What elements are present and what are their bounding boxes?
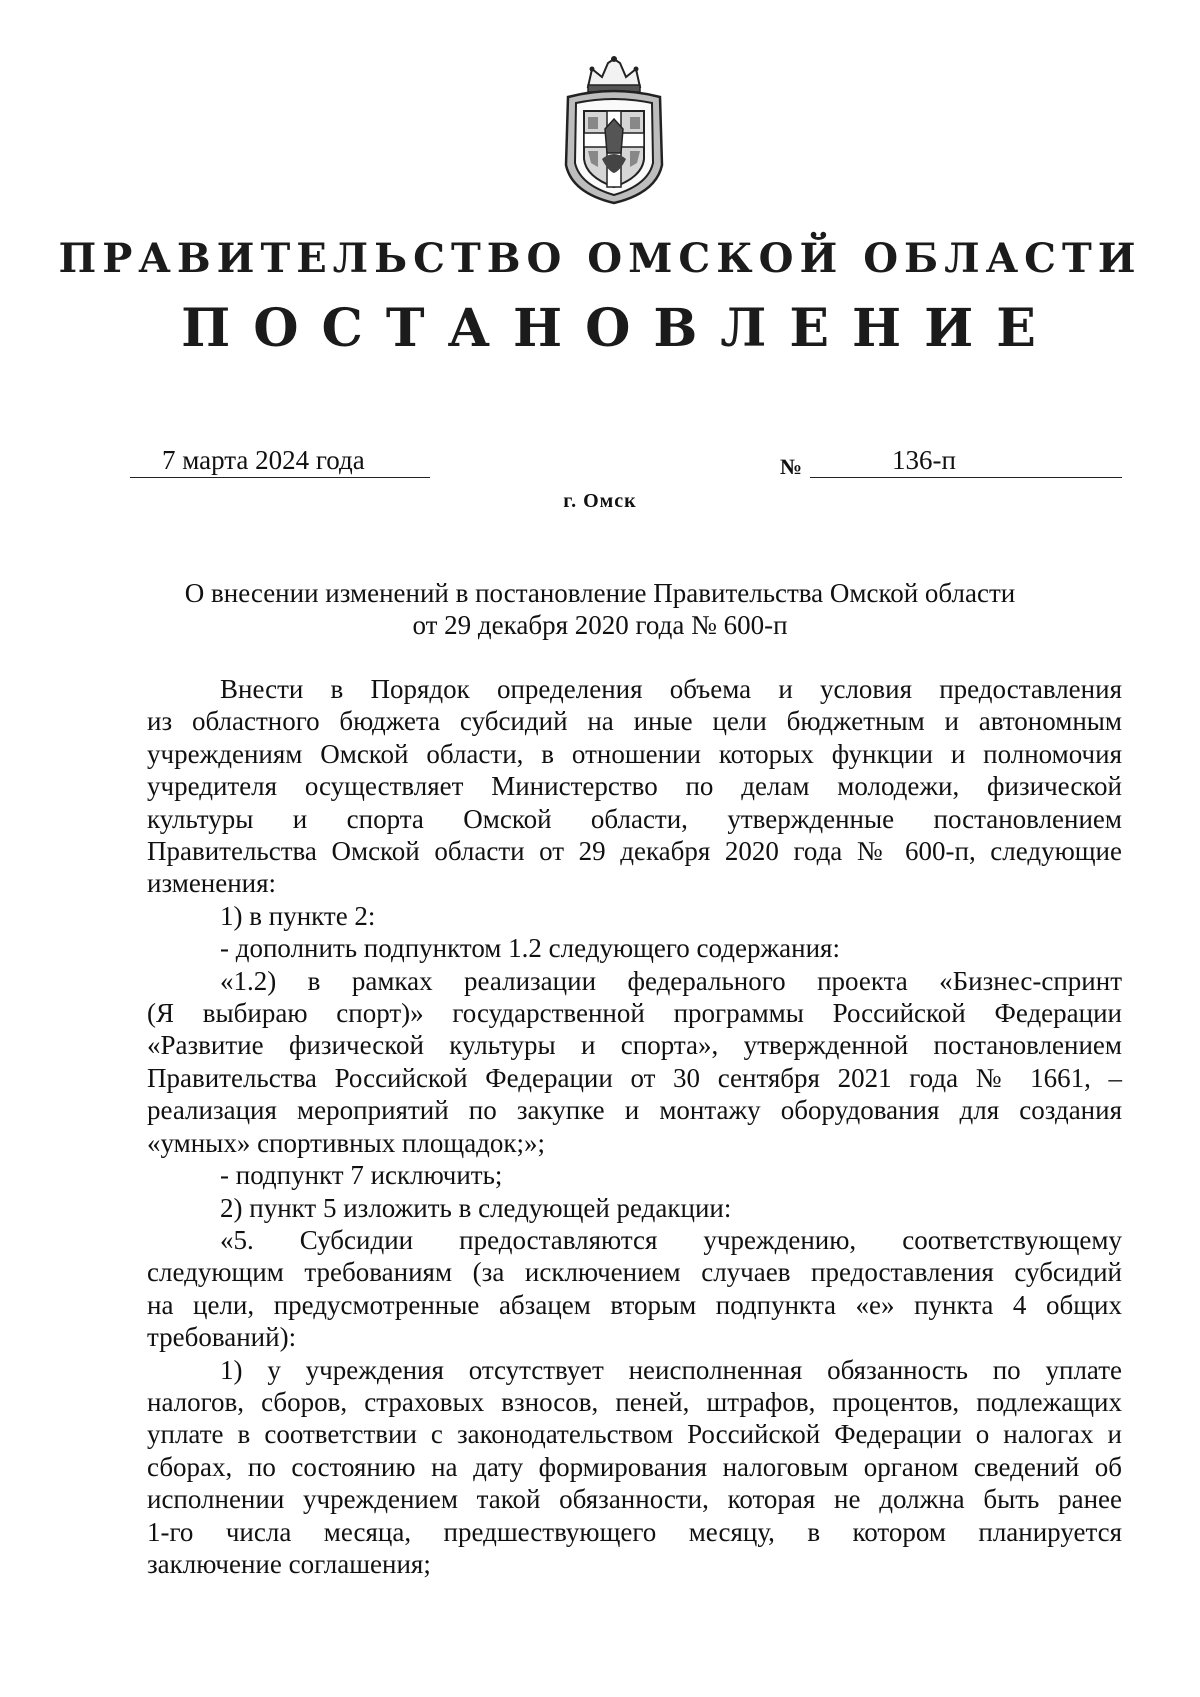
document-number: 136-п — [892, 445, 956, 475]
text-line: следующим требованиям (за исключением случаев предоставления субсидий — [147, 1257, 1122, 1288]
text-line: Правительства Омской области от 29 декабря 2020 года № 600-п, следующие — [147, 836, 1122, 867]
text-line: из областного бюджета субсидий на иные цели бюджетным и автономным — [147, 706, 1122, 737]
list-item: 2) пункт 5 изложить в следующей редакции: — [220, 1192, 732, 1223]
number-field — [810, 445, 1122, 478]
text-line: культуры и спорта Омской области, утвержденные постановлением — [147, 803, 1122, 834]
text-line: Внести в Порядок определения объема и условия предоставления — [220, 674, 1122, 704]
paragraph-requirement-1 — [147, 1354, 1122, 1581]
text-line: учреждениям Омской области, в отношении которых функции и полномочия — [147, 738, 1122, 769]
text-line: «5. Субсидии предоставляются учреждению, соответствующему — [220, 1224, 1122, 1255]
text-line: сборах, по состоянию на дату формирования налоговым органом сведений об — [147, 1451, 1122, 1482]
document-body — [147, 673, 1122, 1580]
paragraph-point-5 — [147, 1224, 1122, 1354]
number-sign: № — [780, 454, 803, 479]
coat-of-arms-emblem — [558, 55, 670, 205]
text-line: «умных» спортивных площадок;»; — [147, 1127, 546, 1158]
text-line: (Я выбираю спорт)» государственной программы Российской Федерации — [147, 998, 1122, 1029]
document-title-line-1: О внесении изменений в постановление Правительства Омской области — [184, 578, 1016, 608]
text-line: учредителя осуществляет Министерство по делам молодежи, физической — [147, 771, 1122, 802]
text-line: исполнении учреждением такой обязанности, которая не должна быть ранее — [147, 1484, 1122, 1515]
city-label: г. Омск — [563, 490, 637, 512]
text-line: на цели, предусмотренные абзацем вторым подпункта «е» пункта 4 общих — [147, 1289, 1122, 1320]
text-line: изменения: — [147, 868, 277, 899]
text-line: 1-го числа месяца, предшествующего месяцу, в котором планируется — [147, 1516, 1122, 1547]
text-line: заключение соглашения; — [147, 1548, 431, 1579]
text-line: Правительства Российской Федерации от 30 сентября 2021 года № 1661, – — [147, 1062, 1122, 1093]
document-type-title: ПОСТАНОВЛЕНИЕ — [181, 298, 1059, 359]
text-line: реализация мероприятий по закупке и монтажу оборудования для создания — [147, 1095, 1122, 1126]
paragraph-intro — [147, 673, 1122, 900]
list-item: - подпункт 7 исключить; — [220, 1160, 503, 1191]
document-date: 7 марта 2024 года — [162, 445, 365, 475]
text-line: «Развитие физической культуры и спорта», утвержденной постановлением — [147, 1030, 1122, 1061]
date-field — [130, 445, 430, 478]
list-item: 1) в пункте 2: — [220, 900, 376, 931]
government-name: ПРАВИТЕЛЬСТВО ОМСКОЙ ОБЛАСТИ — [58, 235, 1142, 282]
text-line: налогов, сборов, страховых взносов, пеней, штрафов, процентов, подлежащих — [147, 1386, 1122, 1417]
text-line: «1.2) в рамках реализации федерального проекта «Бизнес-спринт — [220, 965, 1122, 996]
text-line: уплате в соответствии с законодательством Российской Федерации о налогах и — [147, 1419, 1122, 1450]
paragraph-subpoint-1-2 — [147, 965, 1122, 1159]
text-line: 1) у учреждения отсутствует неисполненная обязанность по уплате — [220, 1354, 1122, 1385]
document-title-line-2: от 29 декабря 2020 года № 600-п — [412, 610, 788, 640]
list-item: - дополнить подпунктом 1.2 следующего содержания: — [220, 933, 840, 964]
text-line: требований): — [147, 1322, 297, 1353]
